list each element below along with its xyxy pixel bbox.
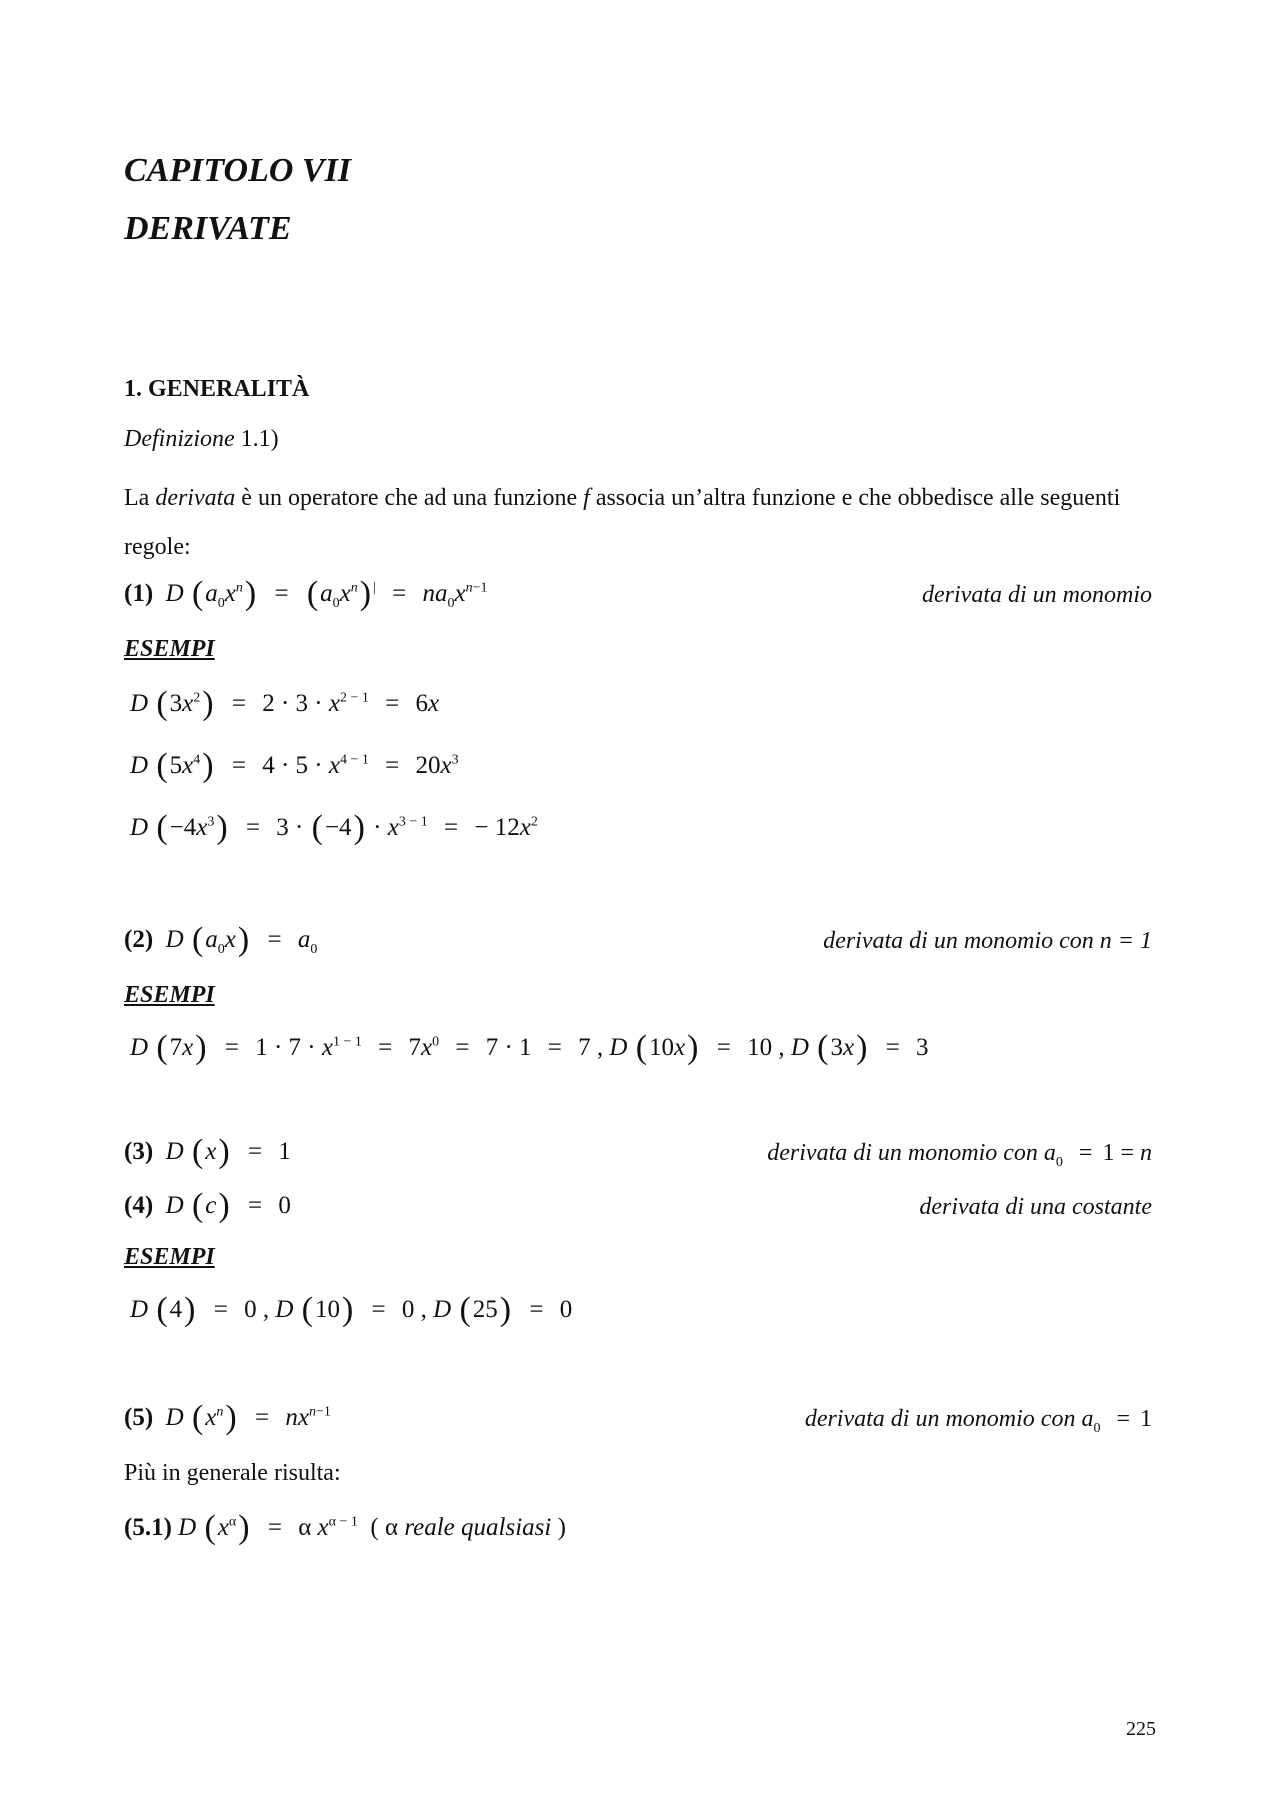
section-title: 1. GENERALITÀ <box>124 376 310 402</box>
rule-3-note: derivata di un monomio con $a_0 = 1 = n$ <box>767 1140 1152 1170</box>
intro-term: derivata <box>155 485 236 511</box>
rule-2-note: derivata di un monomio con n = 1 <box>823 928 1152 954</box>
page-number: 225 <box>1126 1718 1156 1740</box>
definition-label: Definizione <box>124 426 235 452</box>
rule-5-1-formula: (5.1) D $(x^\alpha) = \alpha$ $x^{\alpha - 1}$ ( α reale qualsiasi ) <box>124 1509 566 1546</box>
rule-2-formula: (2) D $(a_0x) = a_0$ <box>124 921 318 958</box>
chapter-number: CAPITOLO VII <box>124 152 352 189</box>
chapter-title: DERIVATE <box>124 210 292 247</box>
intro-paragraph: La derivata è un operatore che ad una funzione f associa un’altra funzione e che obbedisce alle seguenti regole: <box>124 485 1121 560</box>
rule-4-formula: (4) D (c) = 0 <box>124 1187 291 1224</box>
rule-1-note: derivata di un monomio <box>922 582 1152 608</box>
intro-line2: regole: <box>124 534 191 560</box>
definition-number: 1.1) <box>240 426 279 452</box>
example-1c: D $(-4x^3) = 3 \cdot (-4) \cdot x^{3 - 1}$ = − $12x^2$ <box>130 809 538 846</box>
rule-4-note: derivata di una costante <box>919 1194 1152 1220</box>
examples-label-2: ESEMPI <box>124 982 215 1008</box>
example-1b: D $(5x^4) = 4 \cdot 5 \cdot x^{4 - 1} = 20x^3$ <box>130 747 459 784</box>
rule-5-note: derivata di un monomio con $a_0 = 1$ <box>804 1406 1152 1436</box>
intro-fvar: f <box>583 485 590 511</box>
definition-heading <box>124 426 279 453</box>
examples-label-3: ESEMPI <box>124 1244 215 1270</box>
example-2: D $(7x) = 1 \cdot 7 \cdot x^{1 - 1} = 7x^0 = 7 \cdot 1 = 7$ , D (10x) = 10 , D (3x) = 3 <box>130 1029 929 1066</box>
example-1a: D $(3x^2) = 2 \cdot 3 \cdot x^{2 - 1} = 6x$ <box>130 685 440 722</box>
rule-5-formula: (5) D $(x^n) = nx^{n-1}$ <box>124 1399 331 1436</box>
general-text: Più in generale risulta: <box>124 1460 341 1486</box>
rule-3-formula: (3) D (x) = 1 <box>124 1133 291 1170</box>
examples-label-1: ESEMPI <box>124 636 215 662</box>
example-3: D (4) = 0 , D (10) = 0 , D (25) = 0 <box>130 1291 573 1328</box>
rule-5-1-paren-text: reale qualsiasi <box>404 1514 552 1541</box>
rule-1-formula: (1) D $(a_0x^n) = (a_0x^n) ^| = na_0x^{n-1}$ <box>124 575 488 612</box>
